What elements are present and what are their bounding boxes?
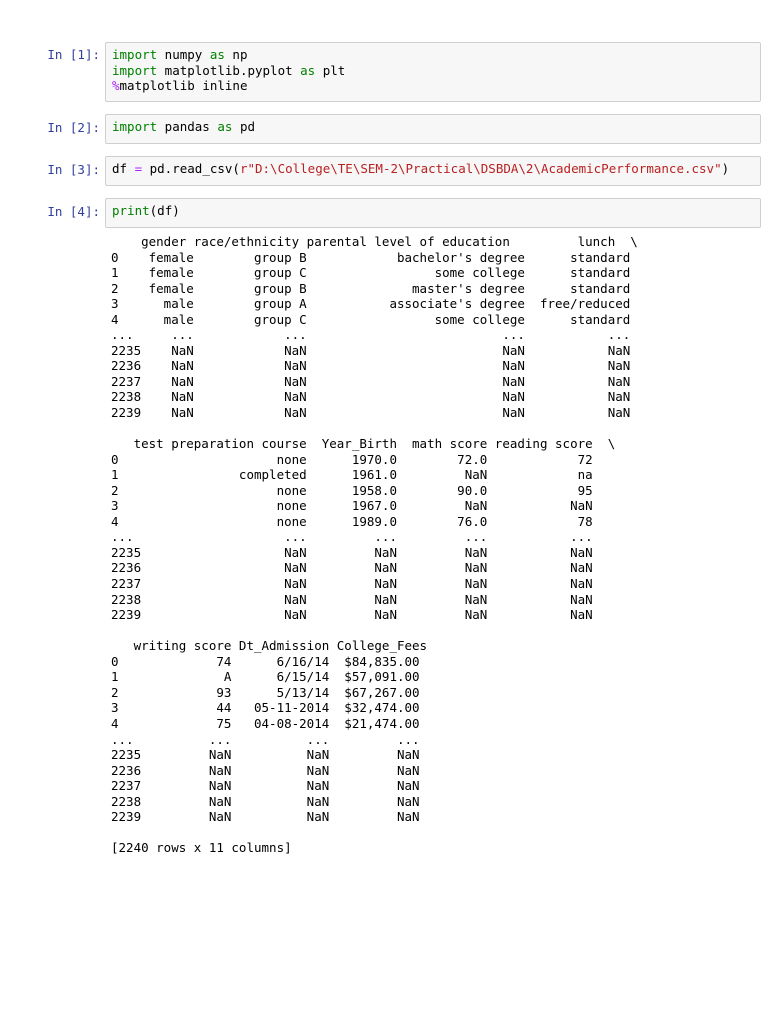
- output-line: 2235 NaN NaN NaN NaN: [111, 544, 593, 560]
- output-line: [111, 421, 638, 437]
- code-token: np: [224, 47, 248, 62]
- output-line: 2235 NaN NaN NaN: [111, 747, 420, 763]
- code-token: import: [112, 62, 158, 78]
- output-line: [2240 rows x 11 columns]: [111, 840, 292, 856]
- code-token: numpy: [157, 47, 210, 62]
- code-token: ): [721, 161, 730, 176]
- output-line: 4 75 04-08-2014 $21,474.00: [111, 715, 420, 731]
- output-line: 3 male group A associate's degree free/reduced: [111, 296, 631, 312]
- output-line: ... ... ... ... ...: [111, 529, 593, 545]
- code-token: matplotlib.pyplot: [157, 62, 301, 78]
- input-prompt-2: In [2]:: [47, 120, 100, 135]
- output-line: [111, 825, 638, 841]
- output-line: 2238 NaN NaN NaN NaN: [111, 591, 593, 607]
- output-line: 2239 NaN NaN NaN NaN: [111, 405, 631, 421]
- output-line: 1 completed 1961.0 NaN na: [111, 467, 593, 483]
- code-line: [112, 47, 754, 63]
- code-line: [112, 119, 754, 135]
- code-token: as: [300, 62, 316, 78]
- output-line: 2239 NaN NaN NaN: [111, 809, 420, 825]
- code-input-1[interactable]: [105, 42, 761, 102]
- output-line: 3 none 1967.0 NaN NaN: [111, 498, 593, 514]
- input-prompt-1: In [1]:: [47, 47, 100, 62]
- code-token: r"D:\College\TE\SEM-2\Practical\DSBDA\2\AcademicPerformance.csv": [239, 161, 722, 176]
- cell-output: [111, 234, 638, 856]
- output-line: 2238 NaN NaN NaN: [111, 793, 420, 809]
- output-line: 4 none 1989.0 76.0 78: [111, 513, 593, 529]
- output-line: writing score Dt_Admission College_Fees: [111, 638, 428, 654]
- output-line: 2238 NaN NaN NaN NaN: [111, 389, 631, 405]
- output-line: 0 74 6/16/14 $84,835.00: [111, 653, 420, 669]
- code-token: pd: [232, 119, 256, 134]
- output-line: 4 male group C some college standard: [111, 311, 631, 327]
- code-token: as: [209, 47, 225, 62]
- input-prompt-3: In [3]:: [47, 162, 100, 177]
- code-token: print: [112, 203, 150, 218]
- code-token: import: [112, 119, 158, 134]
- code-token: pandas: [157, 119, 218, 134]
- output-line: ... ... ... ... ...: [111, 327, 631, 343]
- code-token: plt: [315, 62, 346, 78]
- output-line: gender race/ethnicity parental level of education lunch \: [111, 234, 638, 249]
- output-line: 2236 NaN NaN NaN: [111, 762, 420, 778]
- code-token: df: [112, 161, 135, 176]
- output-line: 2 93 5/13/14 $67,267.00: [111, 684, 420, 700]
- output-line: test preparation course Year_Birth math score reading score \: [111, 436, 616, 452]
- code-line: [112, 63, 754, 79]
- output-line: [111, 623, 638, 639]
- output-line: 3 44 05-11-2014 $32,474.00: [111, 700, 420, 716]
- code-token: (df): [149, 203, 180, 218]
- output-line: ... ... ... ...: [111, 731, 420, 747]
- output-line: 2237 NaN NaN NaN NaN: [111, 576, 593, 592]
- code-token: %: [112, 78, 120, 93]
- code-token: =: [134, 161, 143, 176]
- code-token: pd.read_csv(: [142, 161, 240, 176]
- code-input-3[interactable]: [105, 156, 761, 186]
- code-input-2[interactable]: [105, 114, 761, 144]
- output-line: 2 none 1958.0 90.0 95: [111, 482, 593, 498]
- code-line: [112, 203, 754, 219]
- output-line: 1 A 6/15/14 $57,091.00: [111, 669, 420, 685]
- output-line: 2236 NaN NaN NaN NaN: [111, 358, 631, 374]
- output-line: 1 female group C some college standard: [111, 265, 631, 281]
- output-line: 2237 NaN NaN NaN NaN: [111, 373, 631, 389]
- output-line: 0 none 1970.0 72.0 72: [111, 451, 593, 467]
- code-line: [112, 161, 754, 177]
- output-line: 2235 NaN NaN NaN NaN: [111, 342, 631, 358]
- output-line: 2236 NaN NaN NaN NaN: [111, 560, 593, 576]
- output-line: 2239 NaN NaN NaN NaN: [111, 607, 593, 623]
- code-token: import: [112, 47, 158, 62]
- output-line: 2 female group B master's degree standard: [111, 280, 631, 296]
- code-token: as: [217, 119, 233, 134]
- input-prompt-4: In [4]:: [47, 204, 100, 219]
- output-line: 2237 NaN NaN NaN: [111, 778, 420, 794]
- code-line: [112, 78, 754, 94]
- code-token: matplotlib inline: [119, 78, 248, 93]
- code-input-4[interactable]: [105, 198, 761, 228]
- output-line: 0 female group B bachelor's degree standard: [111, 249, 631, 265]
